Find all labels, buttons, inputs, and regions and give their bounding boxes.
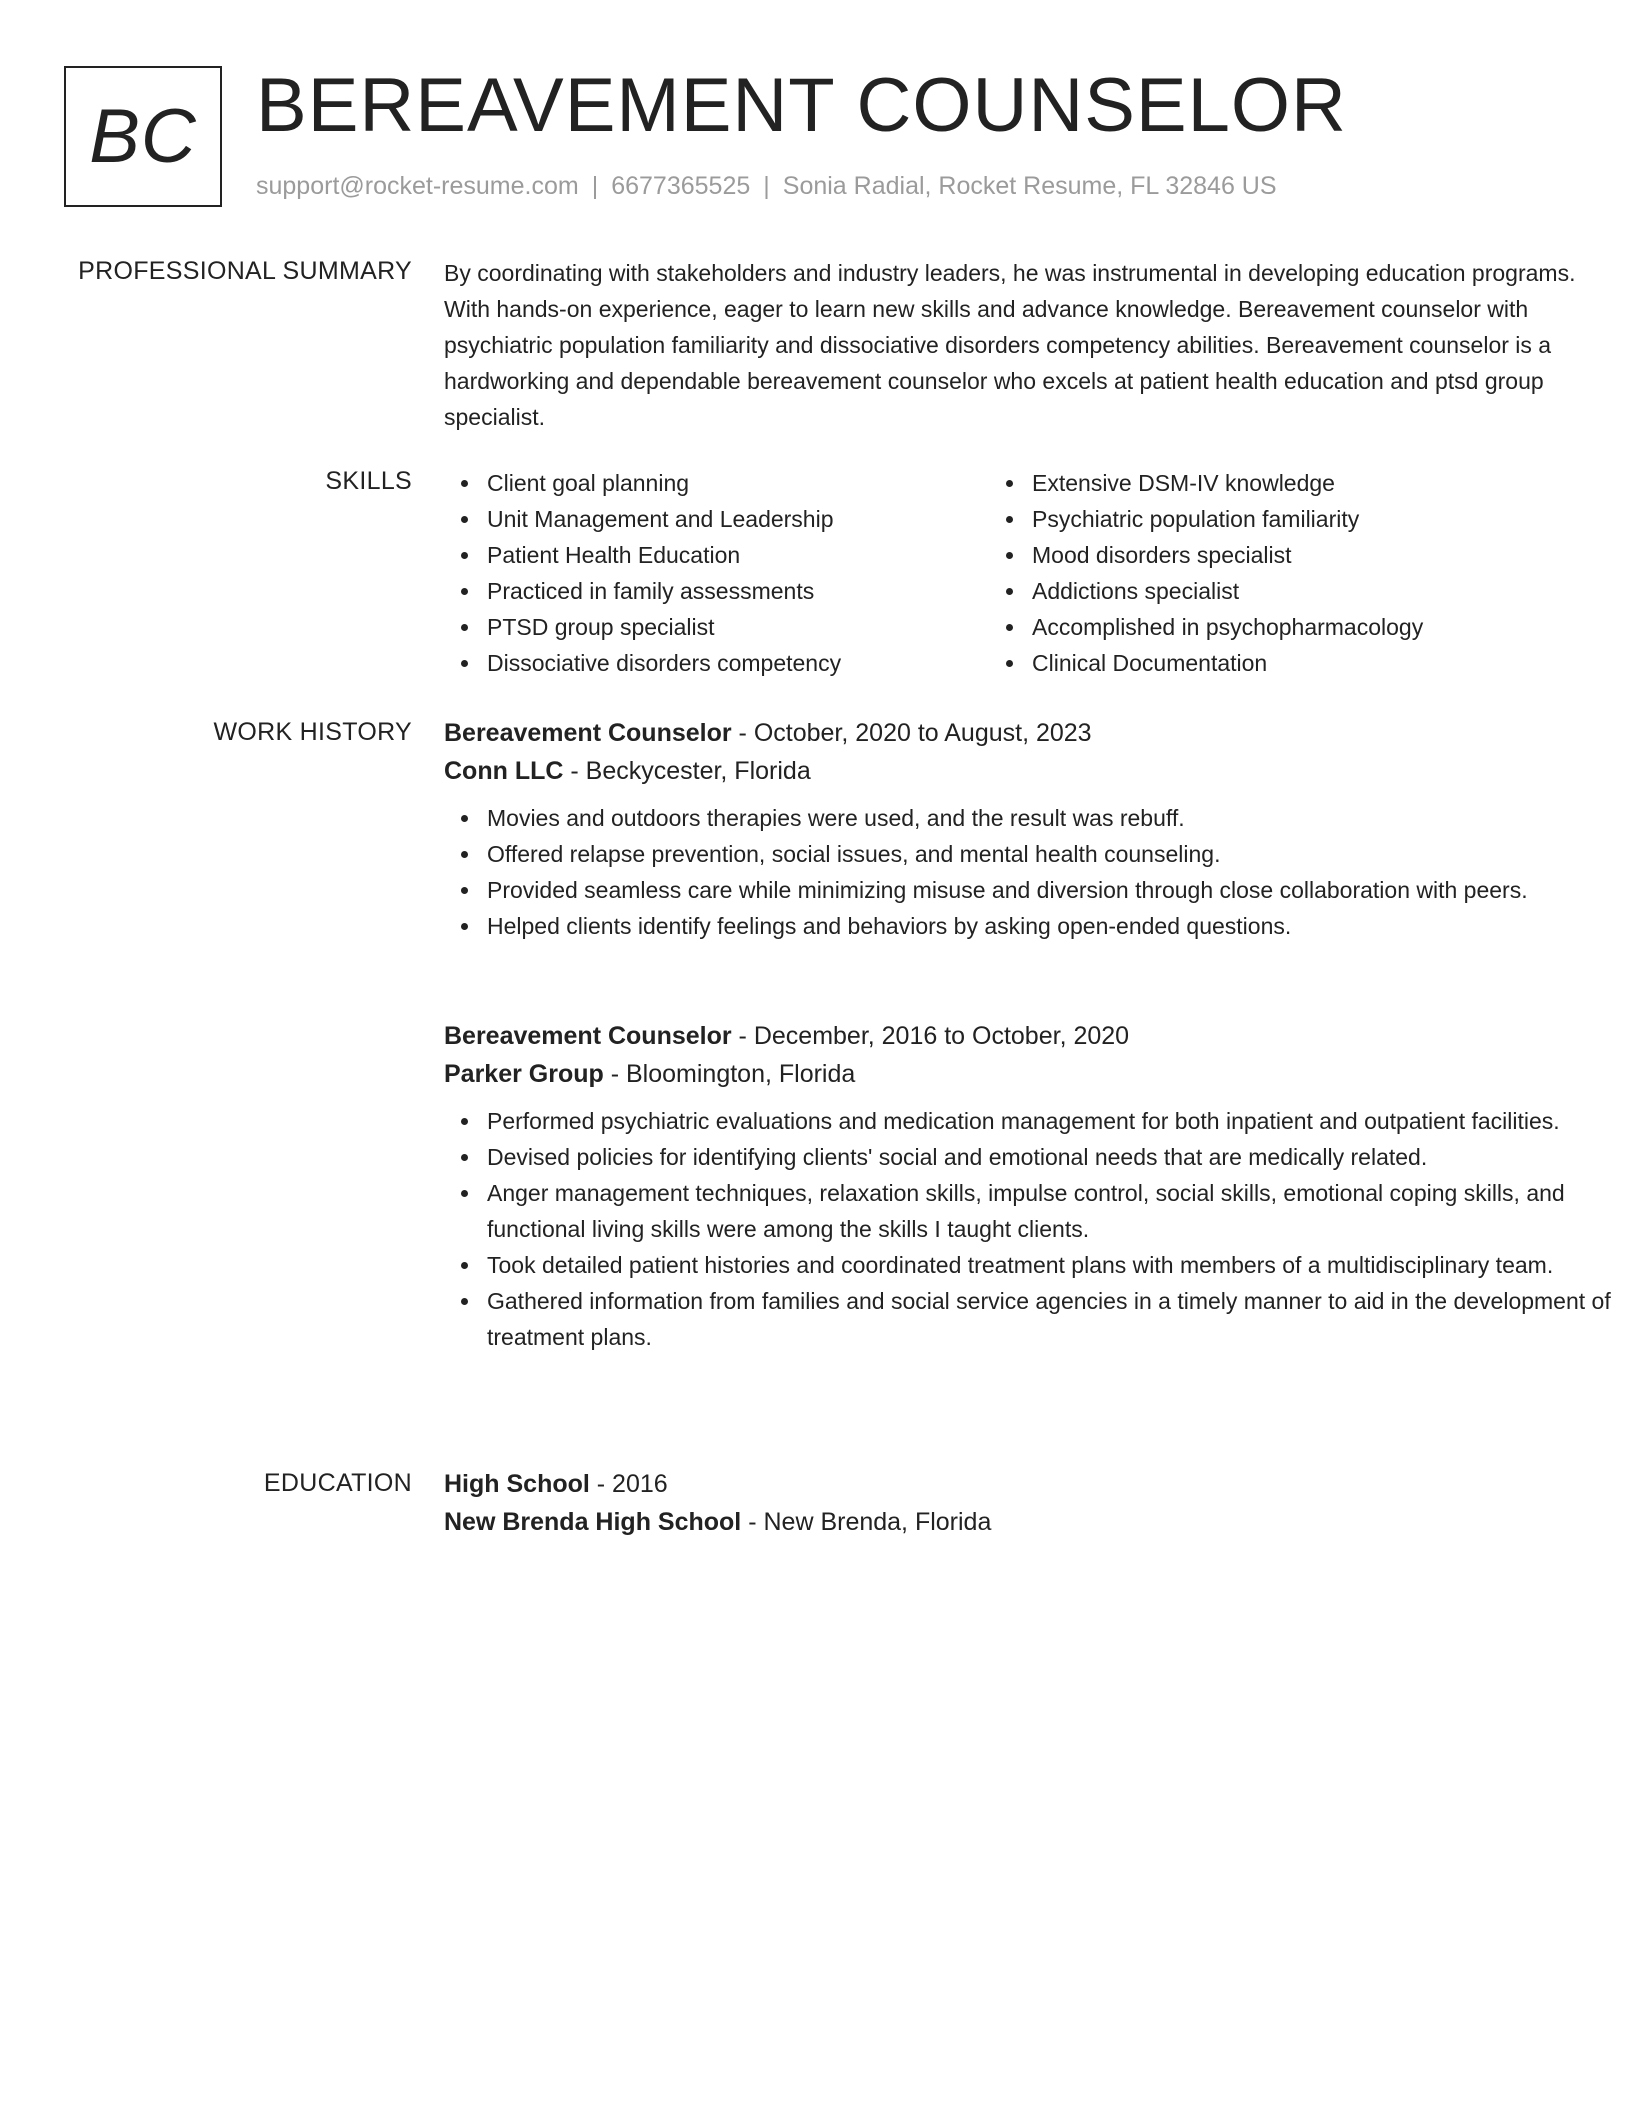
skill-item: Addictions specialist [989,573,1534,609]
job-dates: - December, 2016 to October, 2020 [731,1022,1130,1050]
job-bullets [444,1103,1624,1355]
education-degree: High School [444,1470,590,1498]
skill-item: Clinical Documentation [989,645,1534,681]
job-bullet: Gathered information from families and social service agencies in a timely manner to aid in the development of treatment plans. [444,1283,1624,1355]
job-title: Bereavement Counselor [444,1022,732,1050]
contact-separator: | [763,172,770,200]
contact-separator: | [591,172,599,200]
skills-section [64,465,1564,685]
skill-item: Patient Health Education [444,537,989,573]
education-body [444,1465,1624,1541]
resume-header [64,63,1564,211]
skill-item: Accomplished in psychopharmacology [989,609,1534,645]
skill-item: PTSD group specialist [444,609,989,645]
summary-body [444,255,1624,435]
job-bullet: Anger management techniques, relaxation skills, impulse control, social skills, emotional coping skills, and functional living skills were among the skills I taught clients. [444,1175,1624,1247]
skill-item: Client goal planning [444,465,989,501]
skill-item: Unit Management and Leadership [444,501,989,537]
job-bullet: Offered relapse prevention, social issues, and mental health counseling. [444,836,1624,872]
job-title-line [444,1017,1624,1055]
job-location: - Bloomington, Florida [603,1060,856,1088]
education-label: EDUCATION [263,1469,412,1497]
skill-item: Dissociative disorders competency [444,645,989,681]
skills-body [444,465,1624,681]
work-history-section [64,714,1611,1444]
summary-label: PROFESSIONAL SUMMARY [78,257,412,285]
skills-right-column [989,465,1534,681]
work-history-label: WORK HISTORY [213,718,412,746]
skill-item: Psychiatric population familiarity [989,501,1534,537]
job-title-line [444,714,1624,752]
job-bullet: Performed psychiatric evaluations and medication management for both inpatient and outpatient facilities. [444,1103,1624,1139]
summary-section [64,255,1576,435]
education-section [64,1465,1564,1565]
education-school: New Brenda High School [444,1508,742,1536]
monogram-logo: BC [64,66,222,207]
job-entry [444,714,1624,944]
job-company-line [444,752,1624,790]
summary-text: By coordinating with stakeholders and industry leaders, he was instrumental in developing education programs. With hands-on experience, eager to learn new skills and advance knowledge. Bereavement counselor with psychiatric population familiarity and dissociative disorders competency abilities. Bereavement counselor is a hardworking and dependable bereavement counselor who excels at patient health education and ptsd group specialist. [444,260,1576,430]
education-degree-line [444,1465,1624,1503]
job-bullet: Devised policies for identifying clients' social and emotional needs that are medically related. [444,1139,1624,1175]
job-bullet: Provided seamless care while minimizing misuse and diversion through close collaboration with peers. [444,872,1624,908]
skills-label: SKILLS [325,467,412,495]
contact-address: Sonia Radial, Rocket Resume, FL 32846 US [782,172,1277,200]
education-location: - New Brenda, Florida [741,1508,992,1536]
job-entry [444,1017,1624,1355]
job-dates: - October, 2020 to August, 2023 [731,719,1092,747]
education-year: - 2016 [589,1470,668,1498]
skills-grid [444,465,1624,681]
job-location: - Beckycester, Florida [563,757,811,785]
job-company: Parker Group [444,1060,604,1088]
job-bullet: Took detailed patient histories and coordinated treatment plans with members of a multidisciplinary team. [444,1247,1624,1283]
skill-item: Extensive DSM-IV knowledge [989,465,1534,501]
job-bullet: Movies and outdoors therapies were used, and the result was rebuff. [444,800,1624,836]
job-company-line [444,1055,1624,1093]
job-bullet: Helped clients identify feelings and behaviors by asking open-ended questions. [444,908,1624,944]
skills-left-column [444,465,989,681]
skill-item: Practiced in family assessments [444,573,989,609]
skill-item: Mood disorders specialist [989,537,1534,573]
contact-email: support@rocket-resume.com [256,172,579,200]
contact-phone: 6677365525 [611,172,751,200]
candidate-title: BEREAVEMENT COUNSELOR [256,63,1347,148]
job-company: Conn LLC [444,757,564,785]
education-school-line [444,1503,1624,1541]
contact-line [256,172,1277,201]
job-bullets [444,800,1624,944]
job-title: Bereavement Counselor [444,719,732,747]
